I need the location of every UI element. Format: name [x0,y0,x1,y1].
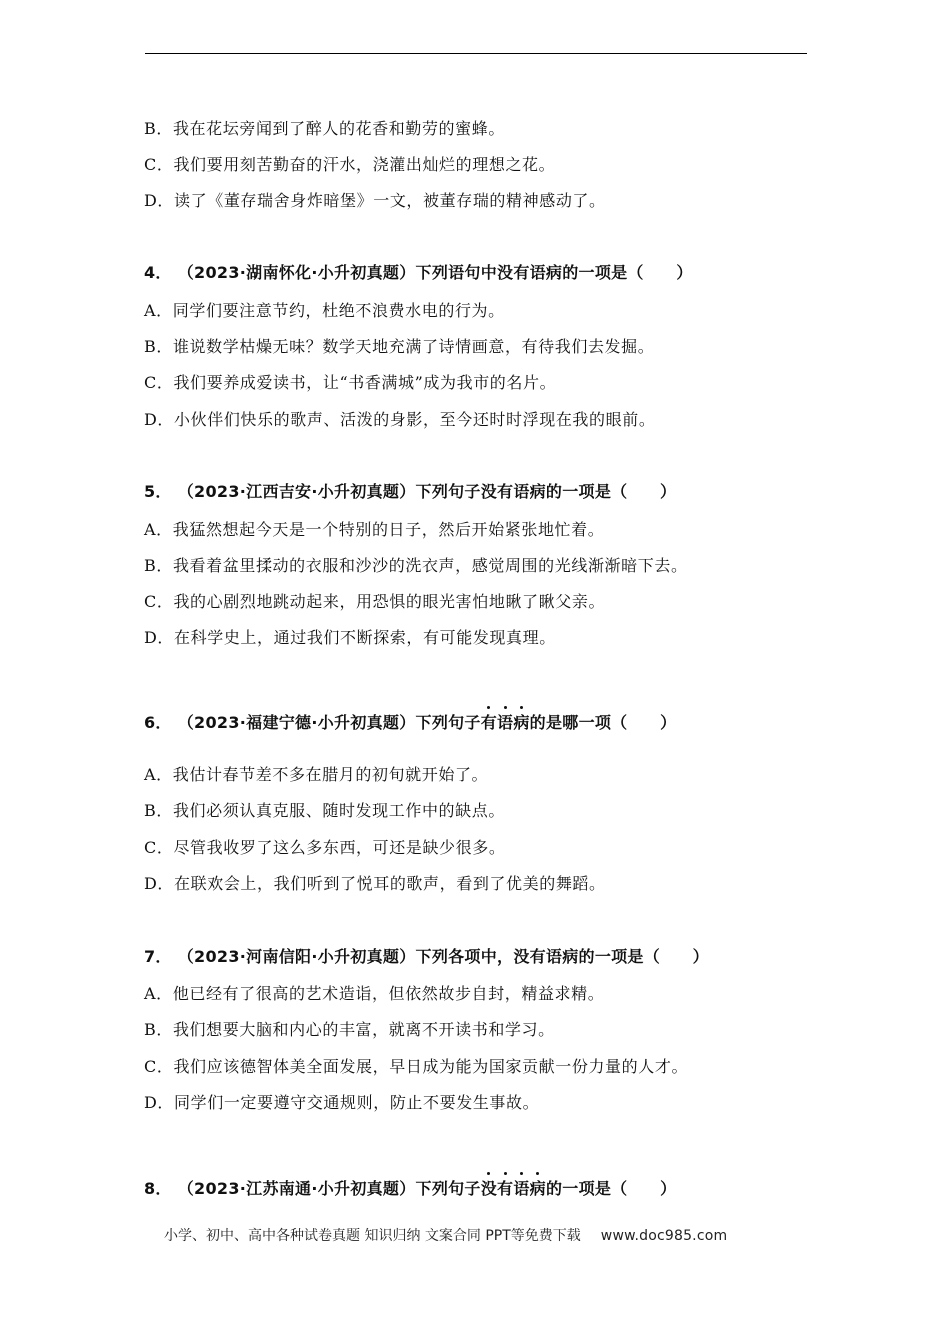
question-text: （2023·湖南怀化·小升初真题）下列语句中没有语病的一项是（ ） [185,263,693,282]
option-b: B．我看着盆里揉动的衣服和沙沙的洗衣声，感觉周围的光线渐渐暗下去。 [144,556,688,575]
option-a: A．我猛然想起今天是一个特别的日子，然后开始紧张地忙着。 [144,520,605,539]
question-7-stem [144,946,709,968]
emphasis-char: 有 [480,713,498,732]
option-b: B．我们想要大脑和内心的丰富，就离不开读书和学习。 [144,1020,555,1039]
question-number: 6． [144,713,172,732]
footer-link[interactable]: www.doc985.com [600,1228,728,1244]
option-a: A．他已经有了很高的艺术造诣，但依然故步自封，精益求精。 [144,984,605,1003]
question-text-after: 的是哪一项（ ） [529,713,677,732]
question-text-before: （2023·江苏南通·小升初真题）下列句子 [185,1179,481,1198]
option-b: B．我在花坛旁闻到了醉人的花香和勤劳的蜜蜂。 [144,119,505,138]
question-number: 5． [144,482,172,501]
emphasis-char: 语 [497,713,514,732]
question-4-stem [144,262,693,284]
question-text-after: 的一项是（ ） [545,1179,677,1198]
emphasized-text [481,1178,546,1200]
page-footer [164,1226,727,1246]
emphasis-char: 没 [480,1179,498,1198]
option-b: B．我们必须认真克服、随时发现工作中的缺点。 [144,801,505,820]
option-c: C．我们要养成爱读书，让“书香满城”成为我市的名片。 [144,373,557,392]
question-number: 4． [144,263,172,282]
option-d: D．读了《董存瑞舍身炸暗堡》一文，被董存瑞的精神感动了。 [144,191,606,210]
question-text: （2023·江西吉安·小升初真题）下列句子没有语病的一项是（ ） [185,482,677,501]
emphasis-char: 病 [513,713,530,732]
emphasis-char: 语 [513,1179,530,1198]
emphasis-char: 病 [529,1179,546,1198]
option-a: A．同学们要注意节约，杜绝不浪费水电的行为。 [144,301,505,320]
footer-text: 小学、初中、高中各种试卷真题 知识归纳 文案合同 PPT等免费下载 [164,1228,581,1244]
option-c: C．我的心剧烈地跳动起来，用恐惧的眼光害怕地瞅了瞅父亲。 [144,592,606,611]
emphasis-char: 有 [497,1179,514,1198]
option-d: D．同学们一定要遵守交通规则，防止不要发生事故。 [144,1093,540,1112]
option-d: D．在科学史上，通过我们不断探索，有可能发现真理。 [144,628,556,647]
option-c: C．我们应该德智体美全面发展，早日成为能为国家贡献一份力量的人才。 [144,1057,689,1076]
question-8-stem [144,1178,676,1200]
question-number: 8． [144,1179,172,1198]
emphasized-text [481,712,530,734]
option-d: D．小伙伴们快乐的歌声、活泼的身影，至今还时时浮现在我的眼前。 [144,410,656,429]
option-b: B．谁说数学枯燥无味？数学天地充满了诗情画意，有待我们去发掘。 [144,337,655,356]
option-d: D．在联欢会上，我们听到了悦耳的歌声，看到了优美的舞蹈。 [144,874,606,893]
question-number: 7． [144,947,172,966]
option-c: C．我们要用刻苦勤奋的汗水，浇灌出灿烂的理想之花。 [144,155,556,174]
option-a: A．我估计春节差不多在腊月的初旬就开始了。 [144,765,489,784]
question-6-stem [144,712,676,734]
question-5-stem [144,481,676,503]
question-text-before: （2023·福建宁德·小升初真题）下列句子 [185,713,481,732]
question-text: （2023·河南信阳·小升初真题）下列各项中，没有语病的一项是（ ） [185,947,709,966]
option-c: C．尽管我收罗了这么多东西，可还是缺少很多。 [144,838,506,857]
header-rule [145,53,807,54]
